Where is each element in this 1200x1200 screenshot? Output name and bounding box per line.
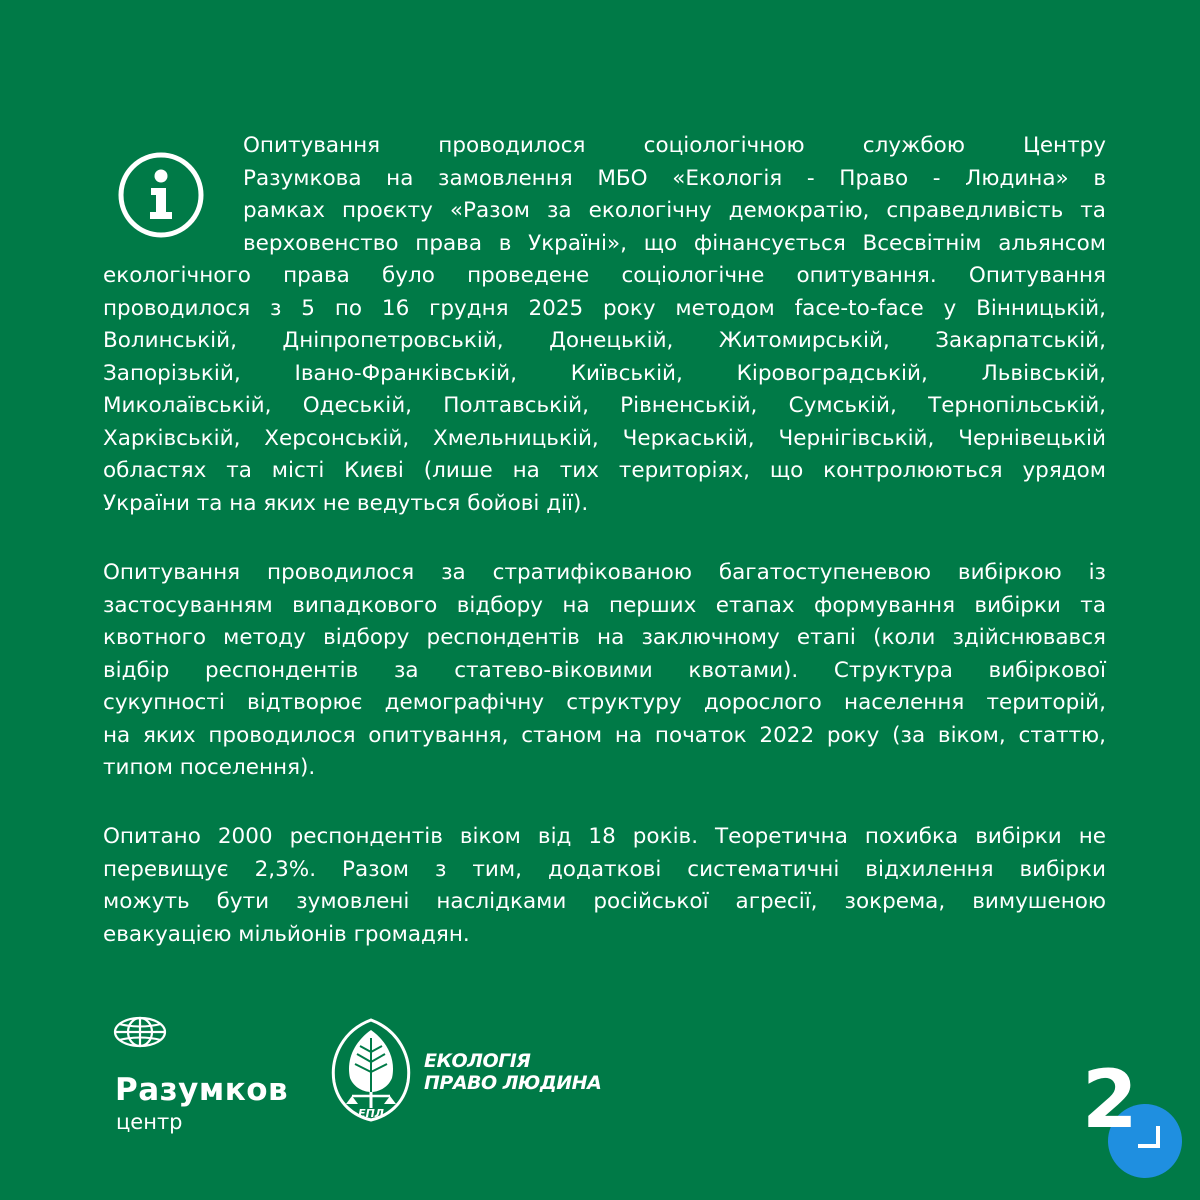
text-line: Опитування проводилося соціологічною службою Центру [243, 133, 1106, 158]
text-line: можуть бути зумовлені наслідками російської агресії, зокрема, вимушеною [103, 889, 1106, 914]
epl-logo-line1: ЕКОЛОГІЯ [424, 1050, 531, 1072]
text-line: типом поселення). [103, 755, 316, 780]
text-line: на яких проводилося опитування, станом на початок 2022 року (за віком, статтю, [103, 722, 1106, 748]
corner-arrow-icon [1134, 1122, 1162, 1150]
epl-logo [324, 1016, 624, 1126]
methodology-paragraph-1 [103, 130, 1106, 520]
methodology-paragraph-3 [103, 821, 1106, 951]
epl-logo-line2: ПРАВО ЛЮДИНА [424, 1072, 602, 1094]
page-number-badge [1082, 1053, 1184, 1178]
razumkov-logo-subtitle: центр [116, 1110, 183, 1134]
text-line: Разумкова на замовлення МБО «Екологія - Право - Людина» в [243, 165, 1106, 191]
epl-logo-text [424, 1050, 601, 1094]
text-line: відбір респондентів за статево-віковими квотами). Структура вибіркової [103, 657, 1106, 683]
text-line: екологічного права було проведене соціологічне опитування. Опитування [103, 263, 1106, 288]
text-line: проводилося з 5 по 16 грудня 2025 року методом face-to-face у Вінницькій, [103, 295, 1106, 321]
tree-scales-emblem-icon [324, 1016, 418, 1124]
text-line: евакуацією мільйонів громадян. [103, 921, 470, 947]
text-line: областях та місті Києві (лише на тих територіях, що контролюються урядом [103, 458, 1106, 483]
razumkov-centre-logo [112, 1014, 302, 1134]
text-line: Харківській, Херсонській, Хмельницькій, Черкаській, Чернігівській, Чернівецькій [103, 425, 1106, 451]
text-line: Запорізькій, Івано-Франківській, Київській, Кіровоградській, Львівській, [103, 360, 1106, 386]
text-line: рамках проєкту «Разом за екологічну демократію, справедливість та [243, 198, 1106, 223]
text-line: Миколаївській, Одеській, Полтавській, Рівненській, Сумській, Тернопільській, [103, 393, 1106, 418]
text-line: застосуванням випадкового відбору на перших етапах формування вибірки та [103, 592, 1106, 618]
page-number: 2 [1082, 1053, 1138, 1146]
text-line: перевищує 2,3%. Разом з тим, додаткові систематичні відхилення вибірки [103, 856, 1106, 882]
text-line: України та на яких не ведуться бойові дії). [103, 490, 589, 516]
globe-icon [112, 1014, 168, 1050]
text-line: Опитування проводилося за стратифікованою багатоступеневою вибіркою із [103, 560, 1106, 585]
methodology-paragraph-2 [103, 557, 1106, 785]
text-line: Волинській, Дніпропетровській, Донецькій, Житомирській, Закарпатській, [103, 328, 1106, 353]
text-line: квотного методу відбору респондентів на заключному етапі (коли здійснювався [103, 625, 1106, 650]
text-line: сукупності відтворює демографічну структуру дорослого населення територій, [103, 690, 1106, 715]
text-line: верховенство права в Україні», що фінансується Всесвітнім альянсом [243, 230, 1106, 256]
epl-emblem-abbr: ЕПЛ [358, 1107, 384, 1120]
razumkov-logo-name: Разумков [115, 1072, 289, 1108]
text-line: Опитано 2000 респондентів віком від 18 років. Теоретична похибка вибірки не [103, 824, 1106, 849]
